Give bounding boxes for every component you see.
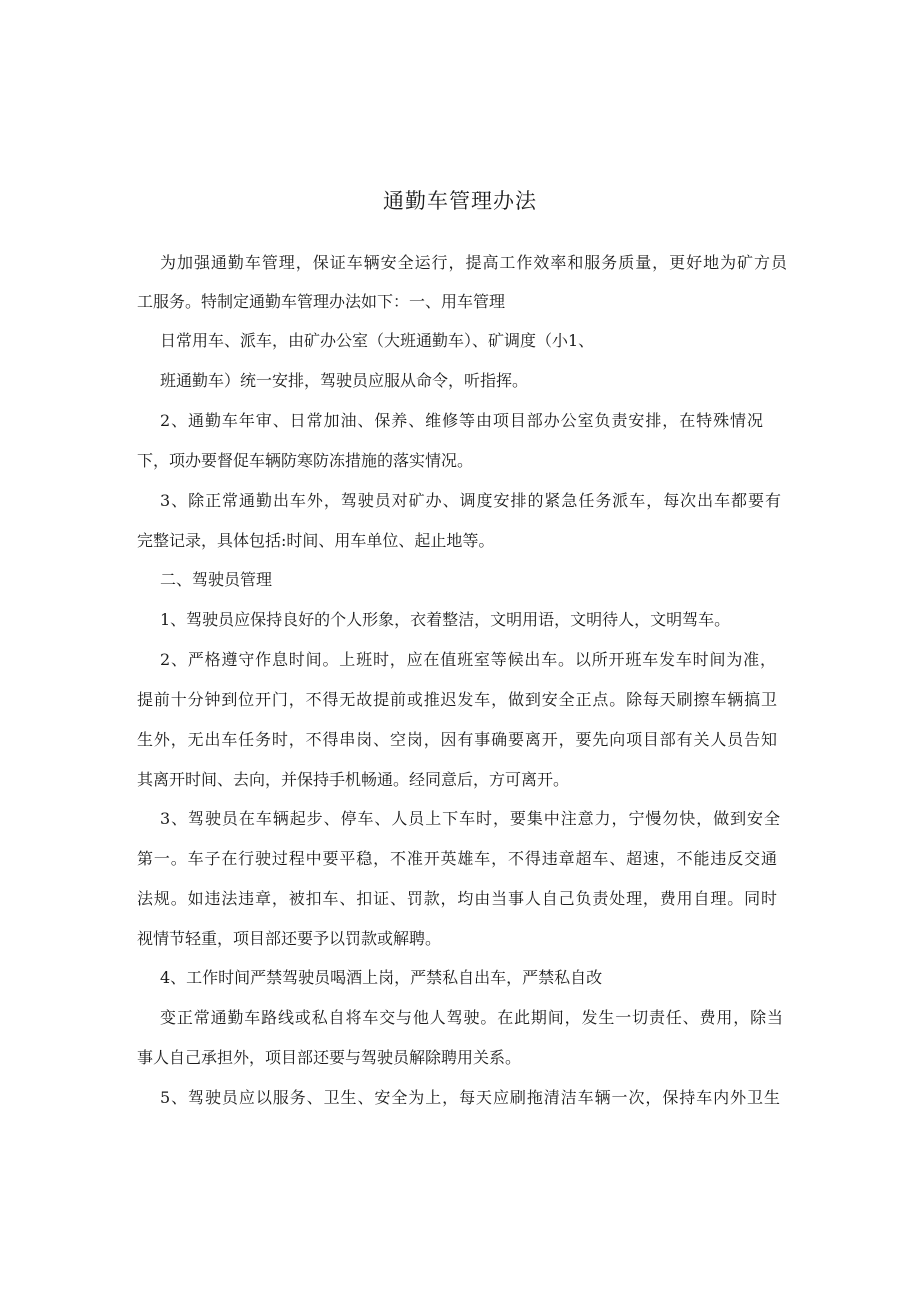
paragraph-line: 为加强通勤车管理，保证车辆安全运行，提高工作效率和服务质量，更好地为矿方员 <box>160 253 787 272</box>
paragraph-line: 工服务。特制定通勤车管理办法如下：一、用车管理 <box>137 292 506 311</box>
paragraph-line: 5、驾驶员应以服务、卫生、安全为上，每天应刷拖清洁车辆一次，保持车内外卫生 <box>160 1088 780 1107</box>
paragraph-line: 2、严格遵守作息时间。上班时，应在值班室等候出车。以所开班车发车时间为准， <box>160 650 776 669</box>
paragraph-line: 班通勤车）统一安排，驾驶员应服从命令，听指挥。 <box>160 371 529 390</box>
paragraph-line: 完整记录，具体包括:时间、用车单位、起止地等。 <box>137 531 495 550</box>
paragraph-line: 第一。车子在行驶过程中要平稳，不准开英雄车，不得违章超车、超速，不能违反交通 <box>137 849 777 868</box>
paragraph-line: 其离开时间、去向，并保持手机畅通。经同意后，方可离开。 <box>137 770 570 789</box>
paragraph-line: 1、驾驶员应保持良好的个人形象，衣着整洁，文明用语，文明待人，文明驾车。 <box>160 610 731 629</box>
paragraph-line: 生外，无出车任务时，不得串岗、空岗，因有事确要离开，要先向项目部有关人员告知 <box>137 730 777 749</box>
paragraph-line: 变正常通勤车路线或私自将车交与他人驾驶。在此期间，发生一切责任、费用，除当 <box>160 1008 783 1027</box>
paragraph-line: 4、工作时间严禁驾驶员喝酒上岗，严禁私自出车，严禁私自改 <box>160 968 603 987</box>
paragraph-line: 3、驾驶员在车辆起步、停车、人员上下车时，要集中注意力，宁慢勿快，做到安全 <box>160 809 780 828</box>
paragraph-line: 视情节轻重，项目部还要予以罚款或解聘。 <box>137 929 442 948</box>
paragraph-line: 法规。如违法违章，被扣车、扣证、罚款，均由当事人自己负责处理，费用自理。同时 <box>137 889 777 908</box>
paragraph-line: 2、通勤车年审、日常加油、保养、维修等由项目部办公室负责安排，在特殊情况 <box>160 411 763 430</box>
paragraph-line: 3、除正常通勤出车外，驾驶员对矿办、调度安排的紧急任务派车，每次出车都要有 <box>160 491 781 510</box>
paragraph-line: 事人自己承担外，项目部还要与驾驶员解除聘用关系。 <box>137 1048 522 1067</box>
paragraph-line: 提前十分钟到位开门，不得无故提前或推迟发车，做到安全正点。除每天刷擦车辆搞卫 <box>137 690 777 709</box>
document-title: 通勤车管理办法 <box>383 189 537 213</box>
paragraph-line: 下，项办要督促车辆防寒防冻措施的落实情况。 <box>137 451 474 470</box>
section-heading: 二、驾驶员管理 <box>160 570 273 589</box>
paragraph-line: 日常用车、派车，由矿办公室（大班通勤车）、矿调度（小1、 <box>160 331 595 350</box>
